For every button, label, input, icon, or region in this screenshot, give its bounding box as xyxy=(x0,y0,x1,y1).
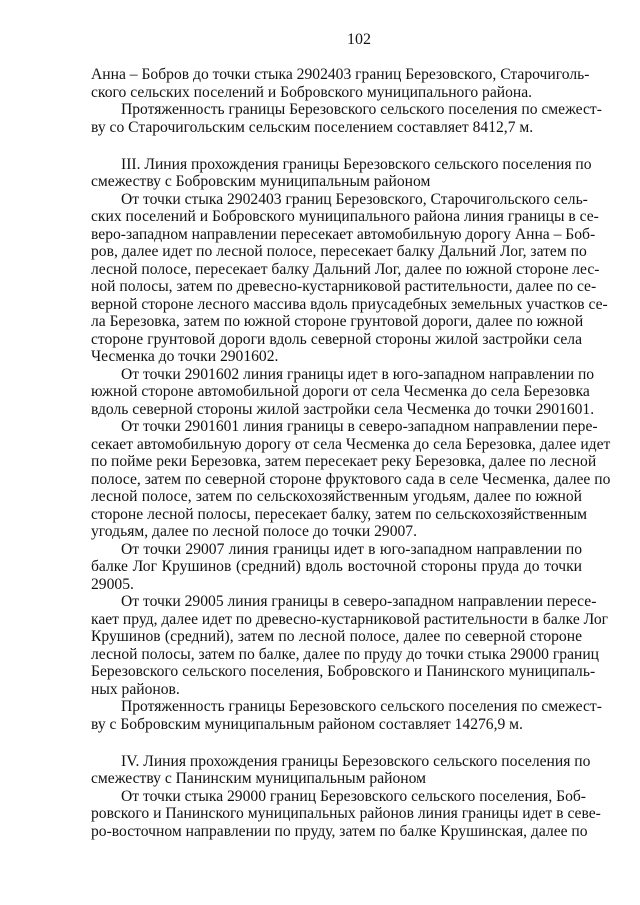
document-body xyxy=(91,66,611,840)
text-line: ровского и Панинского муниципальных районов линия границы идет в севе- xyxy=(91,805,601,822)
paragraph xyxy=(91,66,590,101)
paragraph xyxy=(91,365,595,419)
text-line: Протяженность границы Березовского сельского поселения по смежест- xyxy=(121,698,602,715)
text-line: лесной полосе, затем по сельскохозяйственным угодьям, далее по южной xyxy=(91,488,582,505)
text-line: От точки 29005 линия границы в северо-западном направлении пересе- xyxy=(121,593,597,610)
text-line: полосе, затем по северной стороне фруктового сада в селе Чесменка, далее по xyxy=(91,470,611,488)
text-line: ной полосы, затем по древесно-кустарниковой растительности, далее по се- xyxy=(91,278,597,295)
text-line: секает автомобильную дорогу от села Чесменка до села Березовка, далее идет xyxy=(91,435,611,453)
text-line: IV. Линия прохождения границы Березовского сельского поселения по xyxy=(121,752,591,770)
text-line: ских поселений и Бобровского муниципального района линия границы в се- xyxy=(91,208,599,225)
section-heading xyxy=(91,752,591,788)
text-line: ского сельских поселений и Бобровского муниципального района. xyxy=(91,83,533,101)
section-heading xyxy=(91,155,592,191)
text-line: балке Лог Крушинов (средний) вдоль восточной стороны пруда до точки xyxy=(91,558,582,575)
text-line: верной стороне лесного массива вдоль приусадебных земельных участков се- xyxy=(91,295,608,313)
text-line: по пойме реки Березовка, затем пересекает реку Березовка, далее по лесной xyxy=(91,453,597,470)
text-line: веро-западном направлении пересекает автомобильную дорогу Анна – Боб- xyxy=(91,225,596,243)
text-line: ла Березовка, затем по южной стороне грунтовой дороги, далее по южной xyxy=(91,313,584,330)
text-line: Протяженность границы Березовского сельского поселения по смежест- xyxy=(121,101,602,118)
paragraph xyxy=(91,541,582,594)
text-line: ных районов. xyxy=(91,680,180,698)
paragraph xyxy=(91,101,602,136)
text-line: Крушинов (средний), затем по лесной полосе, далее по северной стороне xyxy=(91,628,582,645)
text-line: вдоль северной стороны жилой застройки села Чесменка до точки 2901601. xyxy=(91,400,595,418)
text-line: От точки 2901602 линия границы идет в юго-западном направлении по xyxy=(121,365,595,383)
text-line: III. Линия прохождения границы Березовского сельского поселения по xyxy=(121,155,592,173)
page-number: 102 xyxy=(347,31,371,48)
paragraph xyxy=(91,418,611,541)
paragraph xyxy=(91,698,602,733)
text-line: кает пруд, далее идет по древесно-кустарниковой растительности в балке Лог xyxy=(91,610,609,628)
paragraph-spacer xyxy=(91,733,582,753)
text-line: Березовского сельского поселения, Бобровского и Панинского муниципаль- xyxy=(91,663,596,680)
text-line: ву с Бобровским муниципальным районом составляет 14276,9 м. xyxy=(91,715,523,733)
paragraph-spacer xyxy=(91,136,582,156)
text-line: ро-восточном направлении по пруду, затем по балке Крушинская, далее по xyxy=(91,822,588,840)
text-line: Анна – Бобров до точки стыка 2902403 границ Березовского, Старочиголь- xyxy=(91,66,590,83)
text-line: От точки 29007 линия границы идет в юго-западном направлении по xyxy=(121,540,582,558)
paragraph xyxy=(91,787,601,841)
text-line: лесной полосе, пересекает балку Дальний Лог, далее по южной стороне лес- xyxy=(91,260,600,278)
text-line: 29005. xyxy=(91,575,134,593)
text-line: От точки стыка 29000 границ Березовского сельского поселения, Боб- xyxy=(121,787,587,805)
text-line: стороне лесной полосы, пересекает балку, затем по сельскохозяйственным xyxy=(91,505,587,523)
paragraph xyxy=(91,593,609,698)
text-line: южной стороне автомобильной дороги от села Чесменка до села Березовка xyxy=(91,383,590,400)
text-line: ву со Старочигольским сельским поселением составляет 8412,7 м. xyxy=(91,118,534,136)
text-line: От точки стыка 2902403 границ Березовского, Старочигольского сель- xyxy=(121,190,588,208)
text-line: смежеству с Бобровским муниципальным районом xyxy=(91,173,431,190)
text-line: От точки 2901601 линия границы в северо-западном направлении пере- xyxy=(121,418,598,435)
text-line: угодьям, далее по лесной полосе до точки 29007. xyxy=(91,523,417,540)
text-line: ров, далее идет по лесной полосе, пересекает балку Дальний Лог, затем по xyxy=(91,243,587,260)
paragraph xyxy=(91,190,608,366)
text-line: Чесменка до точки 2901602. xyxy=(91,348,279,365)
text-line: лесной полосы, затем по балке, далее по пруду до точки стыка 29000 границ xyxy=(91,645,600,663)
text-line: смежеству с Панинским муниципальным районом xyxy=(91,770,426,787)
text-line: стороне грунтовой дороги вдоль северной стороны жилой застройки села xyxy=(91,330,582,348)
